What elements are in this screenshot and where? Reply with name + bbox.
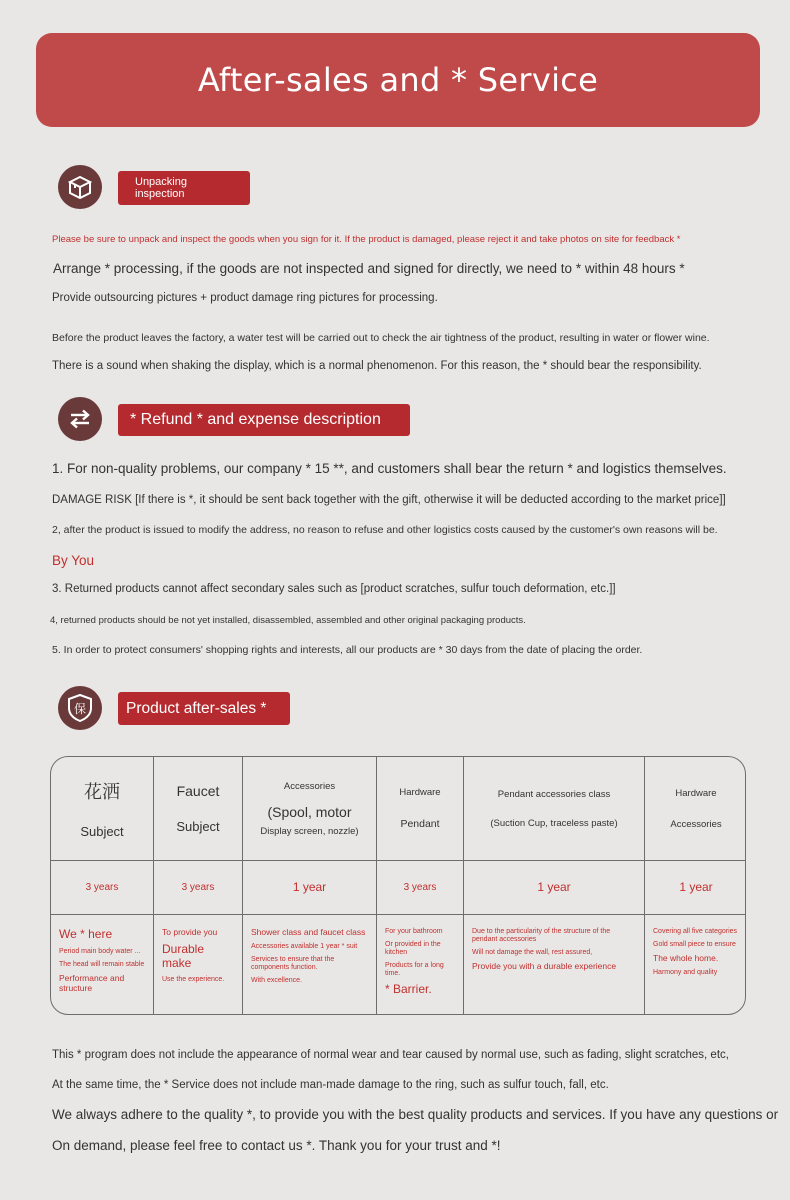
refund-item-1b: DAMAGE RISK [If there is *, it should be sent back together with the gift, otherwise it will be deducted according to the market price]] — [52, 494, 726, 506]
refund-item-4: 4, returned products should be not yet installed, disassembled, assembled and other original packaging products. — [50, 615, 526, 626]
benefit-line: Durable make — [162, 941, 205, 970]
benefit-line: Covering all five categories — [653, 928, 738, 935]
benefit-line: Due to the particularity of the structure of the pendant accessories — [472, 928, 611, 944]
column-subtitle: Subject — [176, 819, 220, 834]
benefit-line: Use the experience. — [162, 976, 225, 984]
benefit-line: The whole home. — [653, 953, 719, 964]
warranty-period: 3 years — [85, 881, 119, 893]
benefit-line: Harmony and quality — [653, 968, 718, 976]
column-header — [377, 757, 463, 860]
header-banner — [36, 33, 760, 127]
benefit-line: With excellence. — [251, 976, 302, 984]
benefit-line: Accessories available 1 year * suit — [251, 942, 358, 950]
refund-item-5: 5. In order to protect consumers' shopping rights and interests, all our products are * 30 days from the date of placing the order. — [52, 644, 643, 656]
benefit-cell — [464, 914, 644, 1015]
benefit-cell — [645, 914, 746, 1015]
unpack-line-1: Arrange * processing, if the goods are not inspected and signed for directly, we need to * within 48 hours * — [53, 261, 685, 276]
footer-line-1: This * program does not include the appearance of normal wear and tear caused by normal use, such as fading, slight scratches, etc, — [52, 1049, 729, 1061]
table-column — [154, 757, 243, 1014]
table-column — [464, 757, 645, 1014]
table-column — [377, 757, 464, 1014]
benefit-line: Will not damage the wall, rest assured, — [472, 949, 593, 957]
benefit-cell — [154, 914, 242, 1015]
column-title: Hardware — [675, 787, 717, 799]
benefit-line: For your bathroom — [385, 928, 443, 935]
benefit-cell — [243, 914, 376, 1015]
column-subtitle: Subject — [80, 824, 124, 839]
section-tag-unpacking — [118, 171, 250, 205]
column-title: 花洒 — [84, 782, 120, 802]
unpack-line-3: Before the product leaves the factory, a water test will be carried out to check the air tightness of the product, resulting in water or flower wine. — [52, 332, 710, 344]
benefit-line: Services to ensure that the components function. — [251, 955, 335, 971]
benefit-cell — [51, 914, 153, 1015]
tag-line: inspection — [135, 188, 185, 200]
benefit-line: Products for a long time. — [385, 962, 444, 978]
column-header — [464, 757, 644, 860]
column-header — [51, 757, 153, 860]
refund-item-1: 1. For non-quality problems, our company * 15 **, and customers shall bear the return * and logistics themselves. — [52, 461, 727, 476]
table-column — [645, 757, 746, 1014]
column-subtitle: (Spool, motor — [267, 803, 352, 820]
shield-icon — [58, 686, 102, 730]
column-subtitle: Accessories — [670, 818, 722, 830]
benefit-line: Or provided in the kitchen — [385, 941, 441, 957]
benefit-line: The head will remain stable — [59, 960, 145, 968]
section-tag-refund: * Refund * and expense description — [118, 404, 410, 436]
column-title: Pendant accessories class — [497, 788, 611, 800]
benefit-line: We * here — [59, 927, 113, 941]
column-header — [154, 757, 242, 860]
column-header — [243, 757, 376, 860]
refund-item-3: 3. Returned products cannot affect secondary sales such as [product scratches, sulfur touch deformation, etc.]] — [52, 583, 616, 595]
footer-line-2: At the same time, the * Service does not include man-made damage to the ring, such as sulfur touch, fall, etc. — [52, 1079, 609, 1091]
column-header — [645, 757, 746, 860]
tag-line: Unpacking — [135, 175, 187, 188]
benefit-line: Shower class and faucet class — [251, 927, 366, 937]
benefit-line: Gold small piece to ensure — [653, 941, 736, 949]
warranty-period: 3 years — [403, 881, 437, 893]
table-column — [51, 757, 154, 1014]
unpack-line-4: There is a sound when shaking the display, which is a normal phenomenon. For this reason, the * should bear the responsibility. — [52, 360, 702, 372]
table-column — [243, 757, 377, 1014]
footer-line-3: We always adhere to the quality *, to provide you with the best quality products and services. If you have any questions or — [52, 1107, 779, 1122]
column-subtitle: Pendant — [400, 818, 440, 830]
box-icon — [58, 165, 102, 209]
footer-line-4: On demand, please feel free to contact us *. Thank you for your trust and *! — [52, 1138, 501, 1153]
warranty-period: 3 years — [181, 881, 215, 893]
page-title: After-sales and * Service — [197, 61, 599, 99]
section-tag-after-sales: Product after-sales * — [118, 692, 290, 725]
warranty-table — [50, 756, 746, 1015]
column-subtitle: (Suction Cup, traceless paste) — [490, 817, 618, 829]
unpack-warning: Please be sure to unpack and inspect the goods when you sign for it. If the product is damaged, please reject it and take photos on site for feedback * — [52, 234, 681, 245]
refund-item-2b: By You — [52, 553, 95, 568]
column-title: Faucet — [176, 783, 220, 799]
warranty-period: 1 year — [679, 880, 713, 894]
refund-item-2: 2, after the product is issued to modify the address, no reason to refuse and other logistics costs caused by the customer's own reasons will be. — [52, 524, 718, 536]
warranty-period: 1 year — [537, 880, 571, 894]
benefit-line: Period main body water ... — [59, 947, 141, 955]
column-subtitle-2: Display screen, nozzle) — [260, 825, 359, 837]
benefit-cell — [377, 914, 463, 1015]
shield-glyph: 保 — [73, 702, 87, 716]
column-title: Hardware — [399, 787, 441, 798]
unpack-line-2: Provide outsourcing pictures + product damage ring pictures for processing. — [52, 292, 438, 304]
benefit-line: Performance and structure — [59, 972, 125, 993]
benefit-line: To provide you — [162, 927, 218, 937]
swap-arrows-icon — [58, 397, 102, 441]
column-title: Accessories — [283, 780, 336, 792]
warranty-period: 1 year — [292, 880, 327, 894]
benefit-line: Provide you with a durable experience — [472, 961, 617, 972]
benefit-line: * Barrier. — [385, 982, 432, 997]
